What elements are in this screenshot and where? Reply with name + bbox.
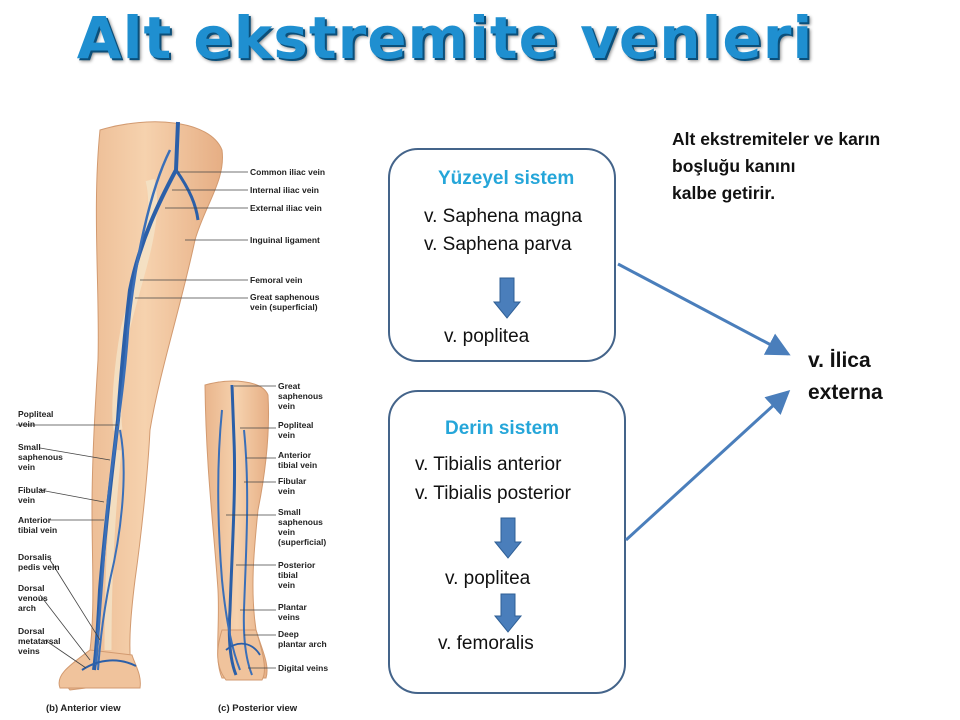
label-metatarsal-2: metatarsal [18, 636, 61, 646]
label-popliteal-1: Popliteal [18, 409, 54, 419]
plabel-fibular-2: vein [278, 486, 296, 496]
target-line-2: externa [808, 381, 883, 404]
note-line-3: kalbe getirir. [672, 183, 776, 203]
plabel-plantar-2: veins [278, 612, 300, 622]
label-small-saph-1: Small [18, 442, 41, 452]
target-line-1: v. İlica [808, 349, 871, 372]
plabel-pt-1: Posterior [278, 560, 316, 570]
caption-posterior: (c) Posterior view [218, 703, 298, 714]
plabel-popliteal-2: vein [278, 430, 296, 440]
label-dorsalis-1: Dorsalis [18, 552, 52, 562]
label-fibular-2: vein [18, 495, 36, 505]
plabel-ssv-1: Small [278, 507, 301, 517]
superficial-heading: Yüzeyel sistem [438, 168, 575, 189]
label-popliteal-2: vein [18, 419, 36, 429]
superficial-item-2: v. Saphena parva [424, 234, 572, 255]
label-ant-tibial-1: Anterior [18, 515, 52, 525]
down-arrow-deep-2 [495, 594, 521, 632]
label-metatarsal-3: veins [18, 646, 40, 656]
caption-anterior: (b) Anterior view [46, 703, 121, 714]
plabel-gsv-2: saphenous [278, 391, 323, 401]
label-dorsal-venous-2: venous [18, 593, 48, 603]
plabel-pt-2: tibial [278, 570, 298, 580]
plabel-plantar-1: Plantar [278, 602, 307, 612]
plabel-ssv-4: (superficial) [278, 537, 327, 547]
label-ant-tibial-2: tibial vein [18, 525, 58, 535]
superficial-result: v. poplitea [444, 326, 530, 347]
plabel-gsv-3: vein [278, 401, 296, 411]
plabel-deep-2: plantar arch [278, 639, 327, 649]
plabel-deep-1: Deep [278, 629, 299, 639]
plabel-ssv-2: saphenous [278, 517, 323, 527]
label-fibular-1: Fibular [18, 485, 47, 495]
deep-item-1: v. Tibialis anterior [415, 454, 562, 475]
label-dorsal-venous-3: arch [18, 603, 36, 613]
label-dorsalis-2: pedis vein [18, 562, 60, 572]
deep-item-2: v. Tibialis posterior [415, 483, 571, 504]
label-small-saph-2: saphenous [18, 452, 63, 462]
label-external-iliac: External iliac vein [250, 203, 322, 213]
label-common-iliac: Common iliac vein [250, 167, 326, 177]
deep-heading: Derin sistem [445, 418, 560, 439]
plabel-ssv-3: vein [278, 527, 296, 537]
deep-result-1: v. poplitea [445, 568, 531, 589]
label-femoral-vein: Femoral vein [250, 275, 303, 285]
plabel-digital: Digital veins [278, 663, 329, 673]
down-arrow-superficial [494, 278, 520, 318]
label-internal-iliac: Internal iliac vein [250, 185, 319, 195]
plabel-ant-tibial-1: Anterior [278, 450, 312, 460]
page-title: Alt ekstremite venleri [76, 4, 814, 72]
label-small-saph-3: vein [18, 462, 36, 472]
superficial-item-1: v. Saphena magna [424, 206, 583, 227]
label-metatarsal-1: Dorsal [18, 626, 45, 636]
label-great-saphenous-1: Great saphenous [250, 292, 320, 302]
plabel-ant-tibial-2: tibial vein [278, 460, 318, 470]
label-inguinal-ligament: Inguinal ligament [250, 235, 320, 245]
note-line-1: Alt ekstremiteler ve karın [672, 129, 881, 149]
label-dorsal-venous-1: Dorsal [18, 583, 45, 593]
deep-result-2: v. femoralis [438, 633, 534, 654]
arrow-deep-to-iliac [626, 392, 788, 540]
plabel-fibular-1: Fibular [278, 476, 307, 486]
plabel-gsv-1: Great [278, 381, 301, 391]
note-line-2: boşluğu kanını [672, 156, 796, 176]
down-arrow-deep-1 [495, 518, 521, 558]
plabel-popliteal-1: Popliteal [278, 420, 314, 430]
plabel-pt-3: vein [278, 580, 296, 590]
arrow-superficial-to-iliac [618, 264, 788, 354]
label-great-saphenous-2: vein (superficial) [250, 302, 318, 312]
